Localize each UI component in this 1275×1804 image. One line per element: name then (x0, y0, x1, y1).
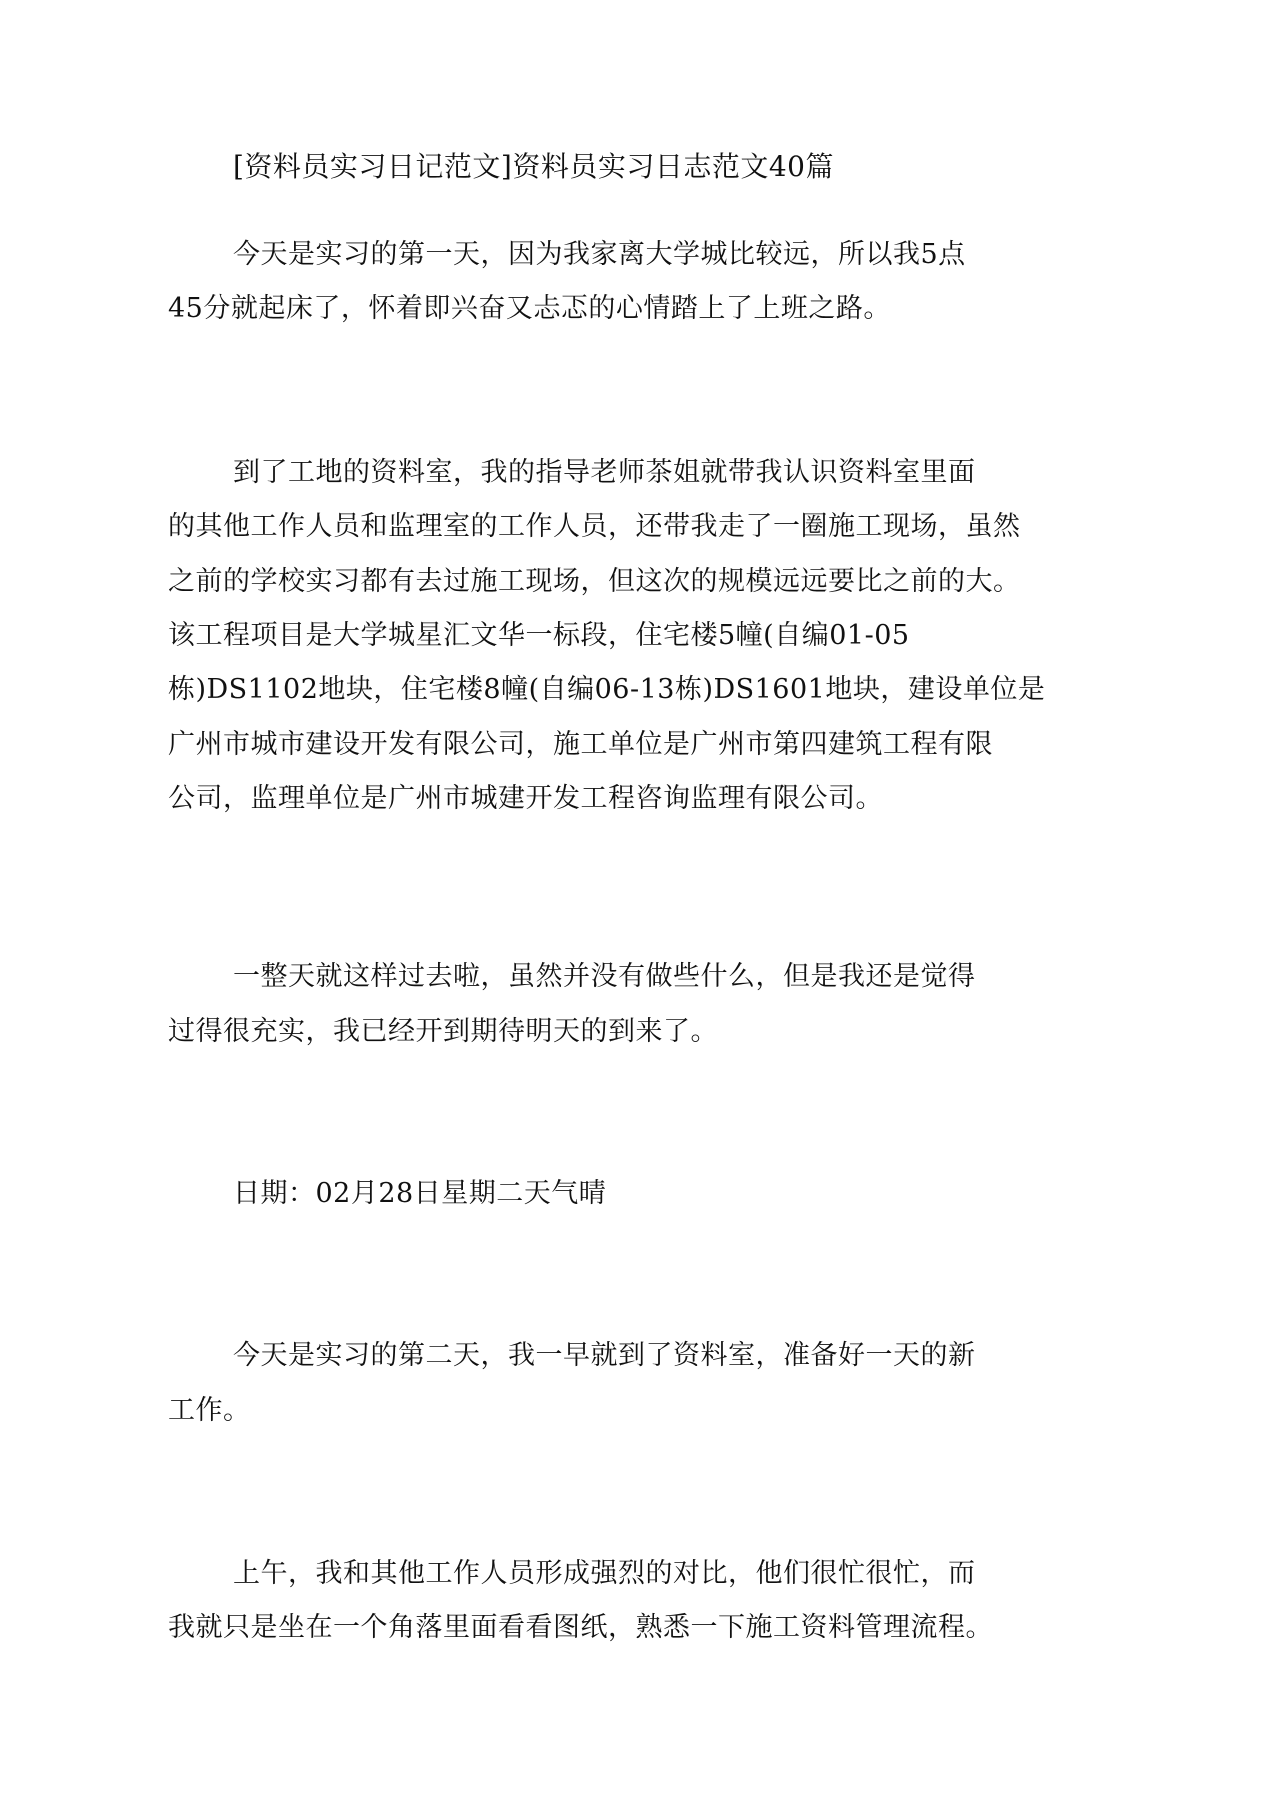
diary-date-line: 日期：02月28日星期二天气晴 (233, 1178, 607, 1209)
paragraph-2-line-7: 公司，监理单位是广州市城建开发工程咨询监理有限公司。 (168, 783, 883, 814)
document-title: [资料员实习日记范文]资料员实习日志范文40篇 (233, 150, 834, 183)
paragraph-2-line-3: 之前的学校实习都有去过施工现场，但这次的规模远远要比之前的大。 (168, 566, 1021, 597)
paragraph-5-line-2: 工作。 (168, 1395, 251, 1426)
paragraph-5-line-1: 今天是实习的第二天，我一早就到了资料室，准备好一天的新 (233, 1340, 976, 1371)
paragraph-6-line-2: 我就只是坐在一个角落里面看看图纸，熟悉一下施工资料管理流程。 (168, 1612, 993, 1643)
paragraph-3-line-2: 过得很充实，我已经开到期待明天的到来了。 (168, 1016, 718, 1047)
paragraph-2-line-2: 的其他工作人员和监理室的工作人员，还带我走了一圈施工现场，虽然 (168, 511, 1021, 542)
paragraph-1-line-2: 45分就起床了，怀着即兴奋又忐忑的心情踏上了上班之路。 (168, 293, 891, 324)
paragraph-6-line-1: 上午，我和其他工作人员形成强烈的对比，他们很忙很忙，而 (233, 1558, 976, 1589)
paragraph-2-line-1: 到了工地的资料室，我的指导老师茶姐就带我认识资料室里面 (233, 457, 976, 488)
paragraph-2-line-4: 该工程项目是大学城星汇文华一标段，住宅楼5幢(自编01-05 (168, 620, 910, 651)
paragraph-2-line-6: 广州市城市建设开发有限公司，施工单位是广州市第四建筑工程有限 (168, 729, 993, 760)
paragraph-3-line-1: 一整天就这样过去啦，虽然并没有做些什么，但是我还是觉得 (233, 961, 976, 992)
paragraph-2-line-5: 栋)DS1102地块，住宅楼8幢(自编06-13栋)DS1601地块，建设单位是 (168, 674, 1046, 705)
paragraph-1-line-1: 今天是实习的第一天，因为我家离大学城比较远，所以我5点 (233, 239, 966, 270)
